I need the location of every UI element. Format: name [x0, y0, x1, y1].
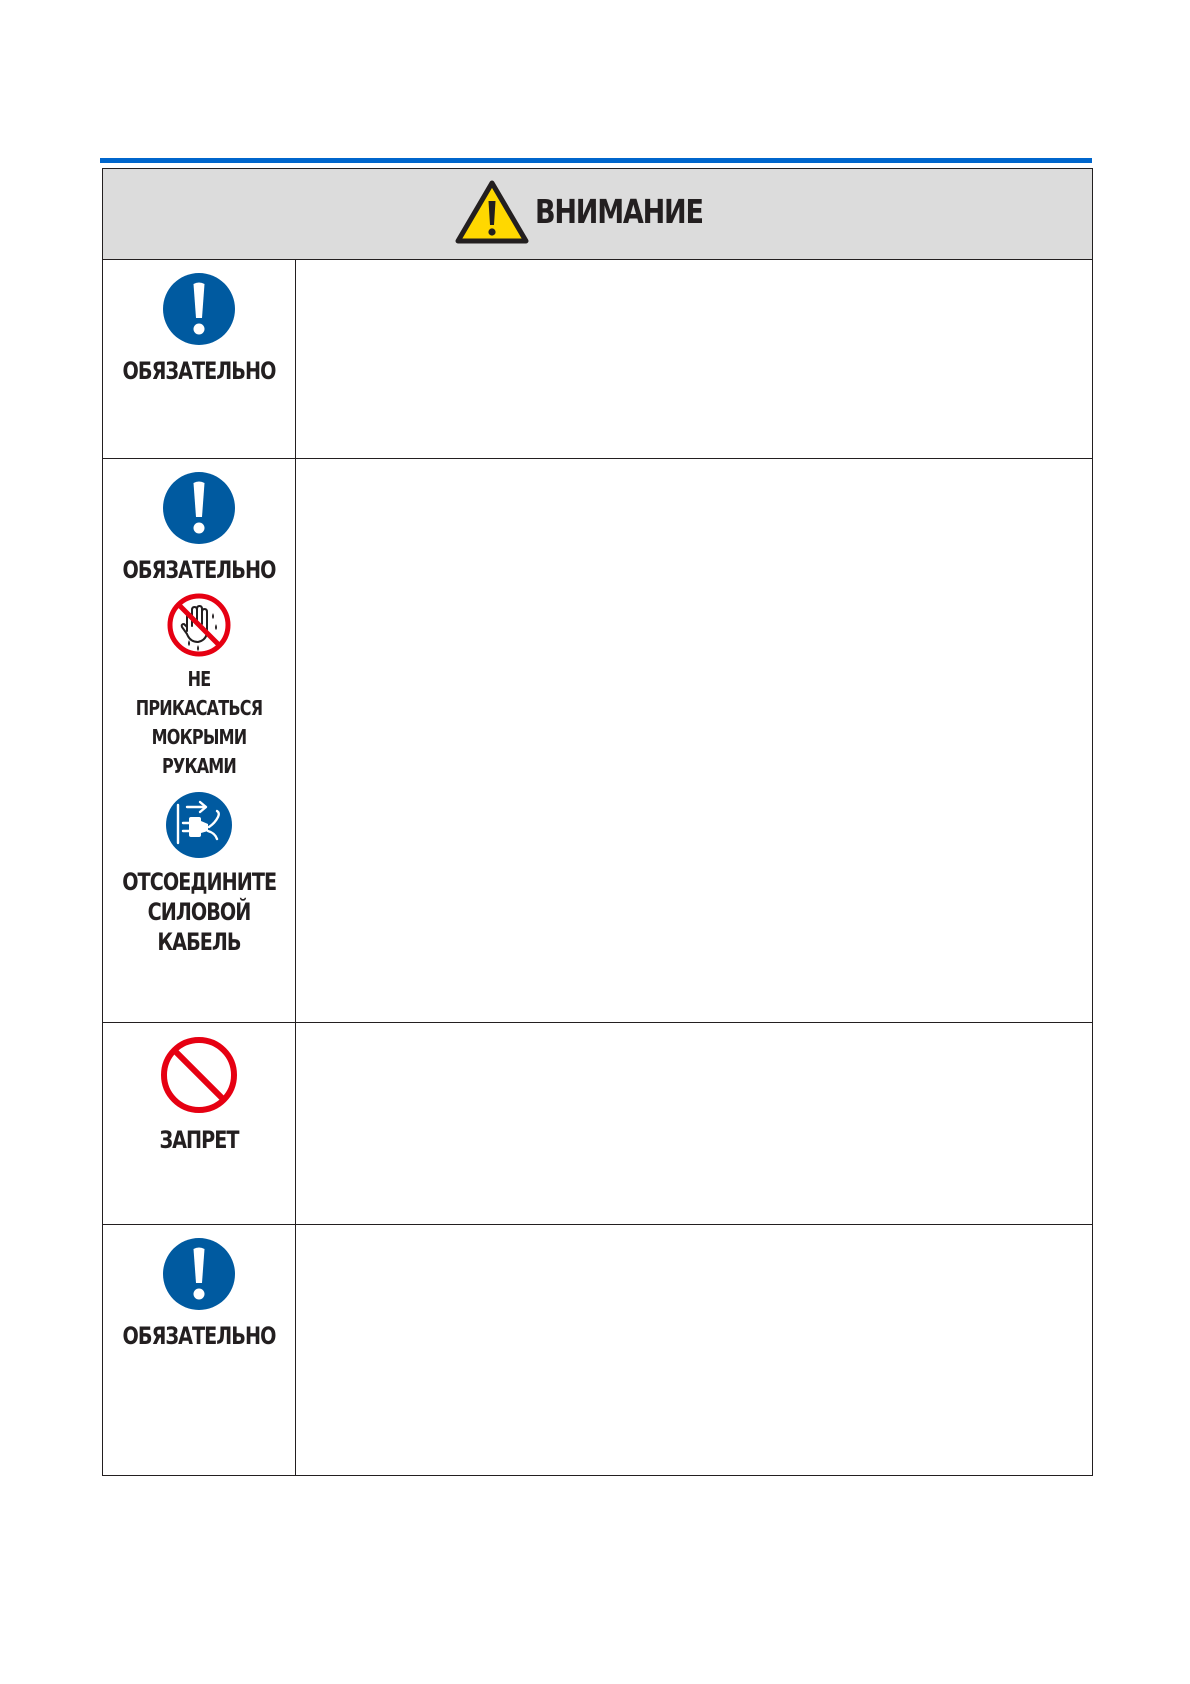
top-rule: [100, 158, 1092, 163]
symbol-label-mandatory: ОБЯЗАТЕЛЬНО: [122, 357, 276, 385]
unplug-power-cable-icon: [165, 791, 233, 859]
instruction-text: [296, 1023, 1093, 1225]
instruction-text: [296, 1225, 1093, 1476]
no-wet-hands-icon: [167, 593, 231, 657]
symbol-cell: [103, 1023, 296, 1225]
symbol-label-unplug: ОТСОЕДИНИТЕ СИЛОВОЙ КАБЕЛЬ: [122, 868, 277, 956]
symbol-cell: [103, 459, 296, 1023]
instruction-text: [296, 260, 1093, 459]
caution-row: [103, 459, 1093, 1023]
symbol-label-mandatory: ОБЯЗАТЕЛЬНО: [122, 1322, 276, 1350]
caution-header: [103, 169, 1093, 260]
symbol-label-prohibit: ЗАПРЕТ: [159, 1126, 239, 1154]
mandatory-exclamation-icon: [162, 272, 236, 346]
symbol-label-no-wet-hands: НЕ ПРИКАСАТЬСЯ МОКРЫМИ РУКАМИ: [135, 667, 263, 778]
caution-title: ВНИМАНИЕ: [535, 192, 703, 231]
mandatory-exclamation-icon: [162, 471, 236, 545]
symbol-cell: [103, 260, 296, 459]
caution-row: [103, 1225, 1093, 1476]
warning-triangle-icon: [455, 179, 529, 245]
symbol-label-mandatory: ОБЯЗАТЕЛЬНО: [122, 556, 276, 584]
prohibition-icon: [159, 1035, 239, 1115]
instruction-text: [296, 459, 1093, 1023]
caution-row: [103, 260, 1093, 459]
symbol-cell: [103, 1225, 296, 1476]
caution-table: [102, 168, 1093, 1476]
mandatory-exclamation-icon: [162, 1237, 236, 1311]
caution-row: [103, 1023, 1093, 1225]
